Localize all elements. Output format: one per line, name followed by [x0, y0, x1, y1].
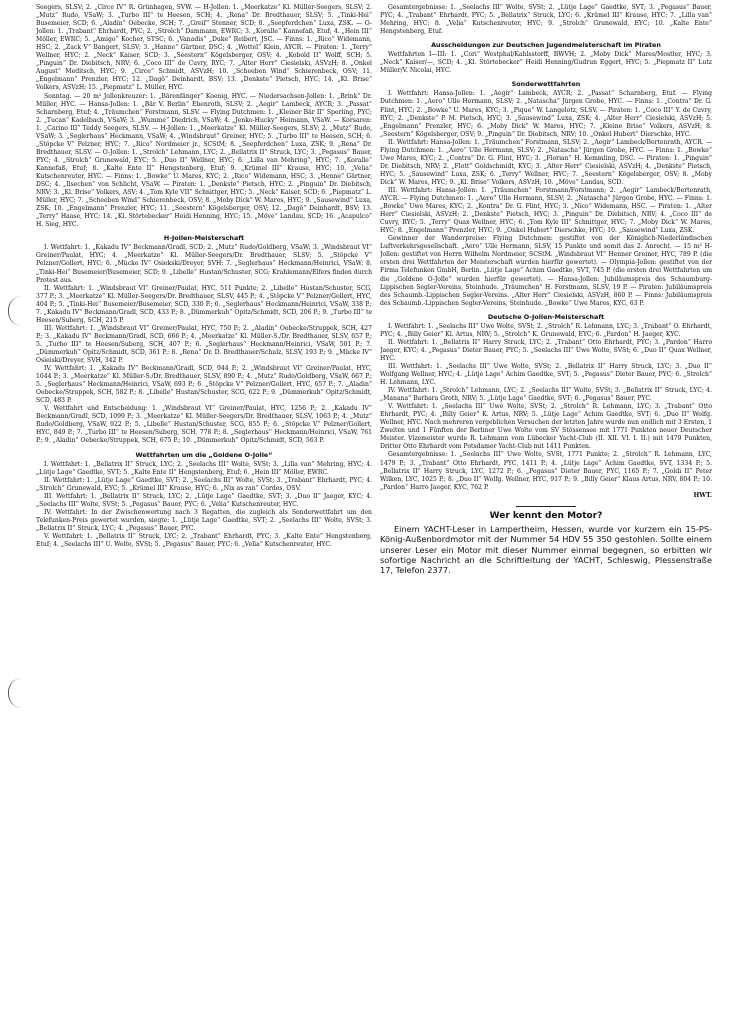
left-text-column: [36, 4, 372, 1008]
result-paragraph: IV. Wettfahrt: 1. „Kakadu IV“ Beckmann/Gradl, SCD, 944 P.; 2. „Windsbraut VI“ Greiner/Paulat, HYC, 1044 P.; 3. „Meerkatze“ Kl. Müller-S./Dr. Bredthauer, SLSV, 890 P.; 4. „Mutz“ Rudo/Goldberg, VSaW, 667 P.; 5. „Seglerhaus“ Heckmann/Heinrici, VSaW, 693 P.; 6. „Stöpcke V“ Pelzner/Gollert, HYC, 657 P.; 7. „Aladin“ Oebecke/Struppek, SCH, 582 P.; 8. „Libelle“ Hustan/Schuster, SCG, 622 P.; 9. „Dümmerkuh“ Opitz/Schmidt, SCD, 483 P.: [36, 365, 372, 405]
result-paragraph: I. Wettfahrt: 1. „Bellatrix II“ Struck, LYC; 2. „Seelachs III“ Wolte, SVSt; 3. „Lilla van“ Mehring, HYC; 4. „Lütje Lage“ Gaedtke, SVT; 5. „Kalte Ente II“ Hengstenberg, Etuf; 6. „Hein III“ Möller, EWRC.: [36, 460, 372, 476]
section-heading: Wettfahrten um die „Goldene O-Jolle“: [135, 450, 273, 459]
result-paragraph: III. Wettfahrt: Hansa-Jollen: 1. „Träumchen“ Forstmann/Forstmann; 2. „Aegir“ Lambeck/Bertenrath, AYCR. — Flying Dutchmen: 1. „Aero“ Ulle Hermann, SLSV; 2. „Natascha“ Jürgen Grobe, HYC. — Finns: 1. „Bowke“ Uwe Mares, KYC; 2. „Kontra“ Dr. G. Flint, HYC; 3. „Nico“ Widemann, HSC. — Piraten: 1. „Alter Herr“ Ciesielski, ASVzH; 2. „Denkste“ Pietsch, HYC; 3. „Pinguin“ Dr. Diebitsch, NRV; 4. „Coco III“ de Cuvry, RYC; 5. „Terry“ Quax Wellner, HYC; 6. „Tom Kyle III“ Schnittger, HYC; 7. „Moby Dick“ W. Mares, HYC; 8. „Engelmann“ Prenzler, HYC; 9. „Onkel Hubert“ Dierschke, HYC; 10. „Sausewind“ Luxa, ZSK.: [380, 186, 712, 235]
result-paragraph: III. Wettfahrt: 1. „Windsbraut VI“ Greiner/Paulat, HYC, 750 P.; 2. „Aladin“ Oebecke/Struppek, SCH, 427 P.; 3. „Kakadu IV“ Beckmann/Gradl, SCD, 666 P.; 4. „Meerkatze“ Kl. Müller-S./Dr. Bredthauer, SLSV, 657 P.; 5. „Turbo III“ te Heesen/Suberg, SCH, 407 P.; 6. „Seglerhaus“ Heckmann/Heinrici, VSaW, 501 P.; 7. „Dümmerkuh“ Opitz/Schmidt, SCD, 361 P.; 8. „Rena“ Dr. D. Bredthauer/Schulz, SLSV, 193 P.; 9. „Mücke IV“ Osieiski/Dreyer, SVH, 342 P.: [36, 324, 372, 365]
result-paragraph: I. Wettfahrt: Hansa-Jollen: 1. „Aegir“ Lambeck, AYCR; 2. „Passat“ Scharnberg, Etuf. — Flying Dutchmen: 1. „Aero“ Ulle Hermann, SLSV; 2. „Natascha“ Jürgen Grobe, HYC. — Finns: 1. „Contra“ Dr. G. Flint, HYC; 2. „Bowke“ U. Mares, KYC; 3. „Pique“ W. Langelotz, SLSV. — Piraten: 1. „Coco III“ Y. de Cuvry, RYC; 2. „Denkste“ P. M. Pietsch, HYC; 3. „Sausewind“ Luxa, ZSK; 4. „Alter Herr“ Ciesielski, ASVzH; 5. „Engelmann“ Prenzler, HYC; 6. „Moby Dick“ W. Mares, HYC; 7. „Kleine Brise“ Volkers, ASVzH; 8. „Seestern“ Kögelsberger, OSV; 9. „Pinguin“ Dr. Diebitsch, NRV; 10. „Onkel Hubert“ Dierschke, HYC.: [380, 90, 712, 138]
result-paragraph: I. Wettfahrt: 1. „Kakadu IV“ Beckmann/Gradl, SCD; 2. „Mutz“ Rudo/Goldberg, VSaW; 3. „Windsbraut VI“ Greiner/Paulat, HYC; 4. „Meerkatze“ Kl. Müller-Seegers/Dr. Bredthauer, SLSV; 5. „Stöpcke V“ Pelzner/Gollert, HYC; 6. „Mücke IV“ Osiekski/Dreyer, SVH; 7. „Seglerhaus“ Heckmann/Heinrici, VSaW; 8. „Tinki-Hei“ Busemeier/Busemeier, SCD; 9. „Libelle“ Hustan/Schuster, SCG; Krahlemann/Elfers finden durch Protest aus.: [36, 244, 372, 284]
section-heading: Sonderwettfahrten: [511, 80, 581, 89]
result-paragraph: IV. Wettfahrt: In der Zwischenwertung nach 3 Regatten, die zugleich als Sonderwettfahrt um den Telefunken-Preis gewertet wurden, siegte: 1. „Lütje Lage“ Gaedtke, SVT; 2. „Seelachs III“ Wolte, SVSt; 3. „Bellatrix II“ Struck, LYC; 4. „Pegasus“ Bauer, PYC.: [36, 508, 372, 532]
punch-hole-mark: [8, 296, 23, 326]
result-paragraph: II. Wettfahrt: 1. „Windsbraut VI“ Greiner/Paulat, HYC, 511 Punkte; 2. „Libelle“ Hustan/Schuster, SCG, 377 P.; 3. „Meerkatze“ Kl. Müller-Seegers/Dr. Bredthauer, SLSV, 445 P.; 4. „Stöpcke V“ Pelzner/Gollert, HYC, 404 P.; 5. „Tinki-Hei“ Busemeier/Busemeier, SCD, 330 P.; 6. „Seglerhaus“ Heckmann/Heinrici, VSaW, 338 P.; 7. „Kakadu IV“ Beckmann/Gradl, SCD, 433 P.; 8. „Dümmerkuh“ Opitz/Schmidt, SCD, 206 P.; 9. „Turbo III“ te Heesen/Suberg, SCH, 215 P.: [36, 284, 372, 324]
result-paragraph: III. Wettfahrt: 1. „Bellatrix II“ Struck, LYC; 2. „Lütje Lage“ Gaedtke, SVT; 3. „Duo II“ Jaeger, KYC; 4. „Seelachs III“ Wolte, SVSt; 5. „Pegasus“ Bauer, PYC; 6. „Velia“ Kutschenreuter, HYC.: [36, 492, 372, 508]
wanted-motor-body: Einem YACHT-Leser in Lampertheim, Hessen, wurde vor kurzem ein 15-PS-König-Außenbordmotor mit der Nummer 54 HDV 55 350 gestohlen. Sollte einem unserer Leser ein Motor mit dieser Nummer einmal begegnen, so erbitten wir sofortige Nachricht an die Schriftleitung der YACHT, Schleswig, Plessenstraße 17, Telefon 2377.: [380, 523, 712, 576]
result-paragraph: Wettfahrten I—III: 1. „Cori“ Westphal/Kahlsstorff, BWVH; 2. „Moby Dick“ Mares/Mostler, HYC; 3. „Neck“ Kaiser/—, SCD; 4. „Kl. Störtebecker“ Heidi Henning/Gudrun Eggert, HYC; 5. „Piepmatz II“ Lutz Müller/V. Nicolai, HYC.: [380, 51, 712, 75]
result-paragraph: V. Wettfahrt: 1. „Seelachs III“ Uwe Wolte, SVSt; 2. „Strolch“ R. Lehmann, LYC; 3. „Trabant“ Otto Ehrhardt, PYC; 4. „Billy Geier“ K. Artus, NRV; 5. „Lütje Lage“ Achim Gaedtke, SVT; 6. „Duo II“ Wolfg. Wellner, HYC. Nach mehreren vergeblichen Versuchen der letzten Jahre wurde nun endlich mit 3 Ersten, 1 Zweiten und 1 Fünften der Berliner Uwe Wolte vom SV Stössensee mit 1771 Punkten neuer Deutscher Meister. Vizemeister wurde R. Lehmann vom Lübecker Yacht-Club (II. XII. VI. I. II.) mit 1479 Punkten, Dritter Otto Ehrhardt vom Potsdamer Yacht-Club mit 1411 Punkten.: [380, 403, 712, 451]
wanted-motor-title: Wer kennt den Motor?: [489, 510, 603, 521]
result-paragraph: I. Wettfahrt: 1. „Seelachs III“ Uwe Wolte, SVSt; 2. „Strolch“ R. Lehmann, LYC; 3. „Trabant“ O. Ehrhardt, PYC; 4. „Billy Geier“ Kl. Artus, NRV; 5. „Strolch“ K. Grunewald, EYC; 6. „Pardon“ H. Jaeger, KYC.: [380, 322, 712, 338]
result-paragraph: Sonntag. — 20 m² Jollenkreuzer: 1. „Bärenfänger“ Koenig, HYC. — Niedersachsen-Jollen: 1. „Brink“ Dr. Müller, HYC. — Hansa-Jollen: 1. „Bär V. Berlin“ Ebenroth, SLSV; 2. „Aegir“ Lambeck, AYCR; 3. „Passat“ Scharnberg, Etuf; 4. „Träumchen“ Forstmann, SLSV. — Flying Dutchmen: 1. „Kleiner Bär II“ Sperling, PYC; 2. „Tucan“ Kadelbach, VSaW; 3. „Wumme“ Diedrich, VSaW; 4. „Jenko-Hucky“ Heimann, VSaW. — Korsaren: 1. „Carino III“ Teddy Seegers, SLSV. — H-Jollen: 1. „Meerkatze“ Kl. Müller-Seegers, SLSV; 2. „Mutz“ Rudo, VSaW; 3. „Seglerhaus“ Heckmann, VSaW; 4. „Windsbraut“ Greiner, HYC; 5. „Turbo III“ te Heesen, SCH; 6. „Stöpcke V“ Pelzner, HYC; 7. „Rico“ Nordmeier jr., SCStM; 8. „Seepferdchen“ Luxa, ZSK; 9. „Rena“ Dr. Bredthauer, SLSV. — O-Jollen: 1. „Strolch“ Lehmann, LYC; 2. „Bellatrix II“ Struck, LYC; 3. „Pegasus“ Bauer, PYC; 4. „Strolch“ Grunewald, EYC; 5. „Duo II“ Wellner, HYC; 6. „Lilla van Mehring“, HYC; 7. „Koralle“ Kannefaß, Etuf; 8. „Kalte Ente II“ Hengstenberg, Etuf; 9. „Krümel III“ Krause, HYC; 10. „Velia“ Kutschenreuter, HYC. — Finns: 1. „Bowke“ U. Mares, KYC; 2. „Rico“ Widemann, HSC; 3. „Henne“ Gärtner, DSC; 4. „Ilsechen“ von Schlicht, VSaW. — Piraten: 1. „Denkste“ Pietsch, HYC; 2. „Pinguin“ Dr. Diebitsch, NRV; 3. „Kl. Brise“ Volkers, ASV; 4. „Tom Kyle VII“ Schnittger, HYC; 5. „Neck“ Kaiser, SCD; 6. „Piepmatz“ L. Müller, HYC; 7. „Scheeben Wind“ Schierenbeck, OSV; 8. „Moby Dick“ W. Mares, HYC; 9. „Sausewind“ Luxa, ZSK; 10. „Engelmann“ Prenzler, HYC; 11. „Seestern“ Kögelsberger, OSV; 12. „Dagö“ Deinhardt, BSV; 13. „Terry“ Haase, HYC; 14. „Kl. Störtebecker“ Heidi Henning, HYC; 15. „Möve“ Landau, SCD; 16. „Acapulco“ H. Sieg, HYC.: [36, 92, 372, 229]
result-paragraph: V. Wettfahrt und Entscheidung: 1. „Windsbraut VI“ Greiner/Paulat, HYC, 1256 P.; 2. „Kakadu IV“ Beckmann/Gradl, SCD, 1099 P.; 3. „Meerkatze“ Kl. Müller-Seegers/Dr. Bredthauer, SLSV, 1063 P.; 4. „Mutz“ Rudo/Goldberg, VSaW, 922 P.; 5. „Libelle“ Hustan/Schuster, SCG, 855 P.; 6. „Stöpcke V“ Pelzner/Gollert, HYC, 849 P.; 7. „Turbo III“ te Heesen/Suberg, SCH, 778 P.; 8. „Seglerhaus“ Heckmann/Heinrici, VSaW, 761 P.; 9. „Aladin“ Oebecke/Struppek, SCH, 675 P.; 10. „Dümmerkuh“ Opitz/Schmidt, SCD, 563 P.: [36, 405, 372, 445]
result-paragraph: V. Wettfahrt: 1. „Bellatrix II“ Struck, LYC; 2. „Trabant“ Ehrhardt, PYC; 3. „Kalte Ente“ Hengstenberg, Etuf; 4. „Seelachs III“ U. Wolte, SVSt; 5. „Pegasus“ Bauer, PYC; 6. „Velia“ Kutschenreuter, HYC.: [36, 533, 372, 549]
result-paragraph: Gewinner der Wanderpreise: Flying Dutchmen: gestiftet von der Königlich-Niederländischen Luftverkehrsgesellschaft. „Aero“ Ulle Hermann, SLSV, 15 Punkte und somit das 2. Anrecht. — 15 m² H-Jollen: gestiftet von Herrn Wilhelm Nordmeier, SCStM. „Windsbraut VI“ Henner Greiner, HYC, 789 P. (die ersten drei Wettfahrten der Meisterschaft wurden hierfür gewertet). — Olympia-Jollen: gestiftet von der Firma Telefunken GmbH, Berlin. „Lütje Lage“ Achim Gaedtke, SVT, 745 P. (die ersten drei Wettfahrten um die „Goldene O-Jolle“ wurden hierfür gewertet). — Hansa-Jollen: Jubiläumspreis des Schaumburg-Lippischen Segler-Vereins, Steinhude. „Träumchen“ H. Forstmann, SLSV, 19 P. — Piraten: Jubiläumspreis des Schaumb.-Lippischen Segler-Vereins. „Alter Herr“ Ciesielski, ASVzH, 860 P. — Finns: Jubiläumspreis des Schaumb.-Lippischen Segler-Vereins, Steinhude. „Bowke“ Uwe Mares, KYC, 63 P.: [380, 235, 712, 307]
section-heading: H-Jollen-Meisterschaft: [163, 234, 245, 243]
author-signature: HWT.: [693, 491, 712, 499]
result-paragraph: IV. Wettfahrt: 1. „Strolch“ Lehmann, LYC; 2. „Seelachs III“ Wolte, SVSt; 3. „Bellatrix II“ Struck, LYC; 4. „Manana“ Barbara Groth, NRV; 5. „Lütje Lage“ Gaedtke, SVT; 6. „Pegasus“ Bauer, PYC.: [380, 387, 712, 403]
section-heading: Deutsche O-Jollen-Meisterschaft: [487, 312, 605, 321]
result-paragraph: Gesamtergebnisse: 1. „Seelachs III“ Uwe Wolte, SVSt, 1771 Punkte; 2. „Strolch“ R. Lehmann, LYC, 1479 P.; 3. „Trabant“ Otto Ehrhardt, PYC, 1411 P.; 4. „Lütje Lage“ Achim Gaedtke, SVT, 1334 P.; 5. „Bellatrix II“ Harry Struck, LYC, 1272 P.; 6. „Pegasus“ Dieter Bauer, PYC, 1165 P.; 7. „Goldi II“ Peter Wilken, LYC, 1025 P.; 8. „Duo II“ Wolfg. Wellner, HYC, 917 P.; 9. „Billy Geier“ Klaus Artus, NRV, 804 P.; 10. „Pardon“ Harro Jaeger, KYC, 762 P.: [380, 451, 712, 491]
result-paragraph: Seegers, SLSV; 2. „Circe IV“ R. Grünhagen, SVW. — H-Jollen: 1. „Meerkatze“ Kl. Müller-Seegers, SLSV; 2. „Mutz“ Rudo, VSaW; 3. „Turbo III“ te Heesen, SCH; 4. „Rena“ Dr. Bredthauer, SLSV; 5. „Tinki-Hei“ Busemeier, SCD; 6. „Aladin“ Oebecke, SCH; 7. „Greif“ Stenner, SCD; 8. „Seepferdchen“ Luxa, ZSK. — O-Jollen: 1. „Trabant“ Ehrhardt, PYC; 2. „Strolch“ Dammann, EWRC; 3. „Koralle“ Kannefaß, Etuf; 4. „Hein III“ Möller, EWRC; 5. „Amigo“ Kocher, STSC; 6. „Vanadis“ „Duke“ Reibert, JSC. — Finns: 1. „Rico“ Widemann, HSC; 2. „Zack V“ Bangert, SLSV; 3. „Hanne“ Gärtner, DSC; 4. „Wottel“ Klein, AYCR. — Piraten: 1. „Terry“ Wellner, HYC; 2. „Neck“ Kaiser, SCD; 3. „Seestern“ Kögelsberger, OSV; 4. „Kobold II“ Wolff, SCH; 5. „Pinguin“ Dr. Diebitsch, NRV; 6. „Coco III“ de Cuvry, RYC; 7. „Alter Herr“ Ciesielski, ASVzH; 8. „Onkel August“ Meditsch, HYC; 9. „Circe“ Schmidt, ASVzH; 10. „Scheeben Wind“ Schierenbeck, OSV; 11. „Engelmann“ Prenzler, HYC; 12. „Dagö“ Deinhardt, BSV; 13. „Denkste“ Pietsch, HYC; 14. „Kl. Brise“ Volkers, ASVzH; 15. „Piepmatz“ L. Müller, HYC.: [36, 4, 372, 92]
result-paragraph: Gesamtergebnisse: 1. „Seelachs III“ Wolte, SVSt; 2. „Lütje Lage“ Gaedtke, SVT; 3. „Pegasus“ Bauer, PYC; 4. „Trabant“ Ehrhardt, PYC; 5. „Bellatrix“ Struck, LYC; 6. „Krümel III“ Krause, HYC; 7. „Lilla van“ Mehring, HYC; 8. „Velia“ Kutschenreuter, HYC; 9. „Strolch“ Grunewald, EYC; 10. „Kalte Ente“ Hengstenberg, Etuf.: [380, 4, 712, 36]
section-heading: Ausscheidungen zur Deutschen Jugendmeisterschaft im Piraten: [431, 41, 661, 50]
punch-hole-mark: [8, 678, 23, 708]
section-divider: [516, 506, 576, 507]
regatta-results-right: [380, 4, 712, 500]
result-paragraph: II. Wettfahrt: 1. „Bellatrix II“ Harry Struck, LYC; 2. „Trabant“ Otto Ehrhardt, PYC; 3. „Pardon“ Harro Jaeger, KYC; 4. „Pegasus“ Dieter Bauer, PYC; 5. „Seelachs III“ Uwe Wolte, SVSt; 6. „Duo II“ Quax Wellner, HYC.: [380, 338, 712, 362]
result-paragraph: II. Wettfahrt: Hansa-Jollen: 1. „Träumchen“ Forstmann, SLSV; 2. „Aegir“ Lambeck/Bertenrath, AYCR. — Flying Dutchmen: 1. „Aero“ Ulle Hermann, SLSV; 2. „Natascha“ Jürgen Grobe, HYC. — Finns: 1. „Bowke“ Uwe Mares, KYC; 2. „Contra“ Dr. G. Flint, HYC; 3. „Florian“ H. Kemmling, DSC. — Piraten: 1. „Pinguin“ Dr. Diebitsch, NRV; 2. „Flott“ Goldschmidt, KYC; 3. „Alter Herr“ Ciesielski, ASVzH; 4. „Denkste“ Pietsch, HYC; 5. „Sausewind“ Luxa, ZSK; 6. „Terry“ Wellner, HYC; 7. „Seestern“ Kögelsberger, OSV; 8. „Moby Dick“ W. Mares, HYC; 9. „Kl. Brise“ Volkers, ASVzH; 10. „Möve“ Landau, SCD.: [380, 138, 712, 186]
right-text-column: [380, 4, 712, 1008]
result-paragraph: II. Wettfahrt: 1. „Lütje Lage“ Gaedtke, SVT; 2. „Seelachs III“ Wolte, SVSt; 3. „Trabant“ Ehrhardt, PYC; 4. „Strolch“ Grunewald, EYC; 5. „Krümel III“ Krause, HYC; 6. „Nix as ran“ Cordes, OSV.: [36, 476, 372, 492]
result-paragraph: III. Wettfahrt: 1. „Seelachs III“ Uwe Wolte, SVSt; 2. „Bellatrix II“ Harry Struck, LYC; 3. „Duo II“ Wolfgang Wellner, HYC; 4. „Lütje Lage“ Achim Gaedtke, SVT; 5. „Pegasus“ Dieter Bauer, PYC; 6. „Strolch“ H. Lehmann, LYC.: [380, 362, 712, 387]
